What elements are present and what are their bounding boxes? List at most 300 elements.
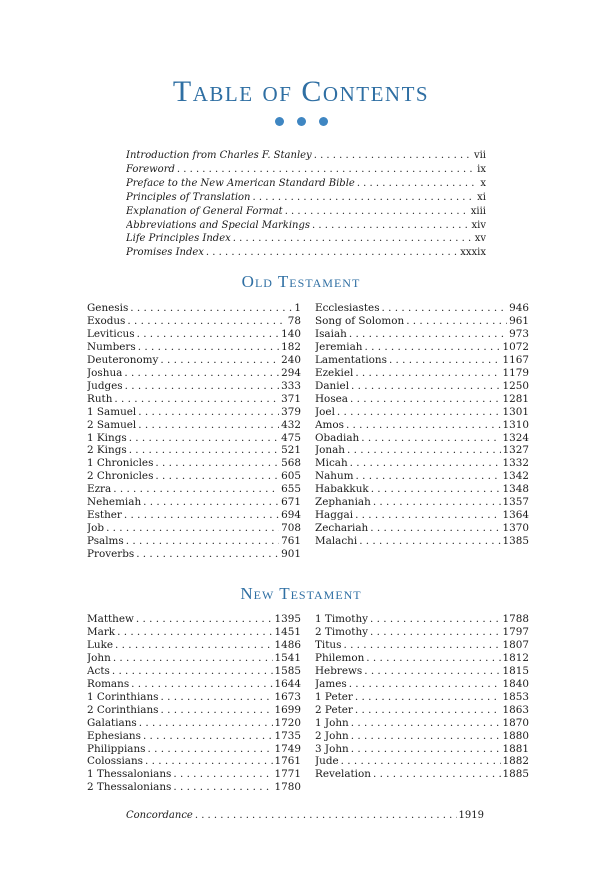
toc-entry-page: 1332 bbox=[502, 457, 529, 470]
dot-leader bbox=[114, 393, 279, 406]
toc-entry[interactable] bbox=[87, 613, 301, 626]
toc-entry-title: Joshua bbox=[87, 366, 123, 379]
toc-entry-page: 655 bbox=[281, 483, 301, 496]
ornament-dots bbox=[0, 117, 602, 126]
toc-entry-page: 1281 bbox=[502, 392, 529, 405]
toc-entry-title: Titus bbox=[315, 638, 342, 651]
dot-leader bbox=[351, 730, 501, 743]
dot-leader bbox=[350, 457, 501, 470]
toc-entry[interactable] bbox=[87, 522, 301, 535]
toc-entry[interactable] bbox=[126, 232, 486, 246]
toc-entry-title: Isaiah bbox=[315, 327, 347, 340]
page-title: Table of Contents bbox=[172, 75, 430, 108]
toc-entry-title: 1 Peter bbox=[315, 690, 353, 703]
toc-entry[interactable] bbox=[315, 755, 529, 768]
toc-entry-title: 1 Kings bbox=[87, 431, 127, 444]
dot-leader bbox=[155, 457, 279, 470]
dot-leader bbox=[355, 367, 500, 380]
toc-entry-page: 1749 bbox=[274, 742, 301, 755]
toc-entry-title: Job bbox=[87, 522, 105, 535]
old-testament-heading: Old Testament bbox=[241, 272, 361, 291]
toc-entry[interactable] bbox=[126, 246, 486, 260]
toc-entry-page: 1882 bbox=[502, 755, 529, 768]
toc-entry-title: Ezekiel bbox=[315, 366, 354, 379]
toc-entry-page: 240 bbox=[281, 353, 301, 366]
dot-leader bbox=[115, 639, 273, 652]
dot-leader bbox=[364, 665, 500, 678]
toc-entry[interactable] bbox=[87, 781, 301, 794]
dot-leader bbox=[206, 246, 458, 260]
toc-entry-title: 1 Thessalonians bbox=[87, 768, 172, 781]
dot-leader bbox=[346, 419, 501, 432]
dot-leader bbox=[406, 315, 507, 328]
toc-entry[interactable] bbox=[315, 768, 529, 781]
toc-entry-title: 2 Timothy bbox=[315, 625, 369, 638]
dot-leader bbox=[370, 613, 501, 626]
toc-entry-title: Revelation bbox=[315, 768, 371, 781]
toc-entry[interactable] bbox=[315, 328, 529, 341]
toc-entry[interactable] bbox=[315, 717, 529, 730]
dot-leader bbox=[143, 496, 279, 509]
toc-entry-title: Ephesians bbox=[87, 729, 141, 742]
toc-entry[interactable] bbox=[87, 717, 301, 730]
toc-entry[interactable] bbox=[315, 730, 529, 743]
toc-entry-page: 605 bbox=[281, 470, 301, 483]
toc-entry-title: Jude bbox=[315, 755, 339, 768]
toc-entry-page: 568 bbox=[281, 457, 301, 470]
toc-entry-title: Ecclesiastes bbox=[315, 302, 380, 314]
dot-icon bbox=[319, 117, 328, 126]
toc-entry-title: Foreword bbox=[126, 163, 175, 175]
toc-entry-page: xxxix bbox=[460, 247, 486, 259]
toc-entry[interactable] bbox=[315, 393, 529, 406]
toc-entry[interactable] bbox=[126, 177, 486, 191]
toc-entry-page: 1885 bbox=[502, 768, 529, 781]
toc-entry[interactable] bbox=[87, 665, 301, 678]
toc-entry-page: 1870 bbox=[502, 716, 529, 729]
toc-entry[interactable] bbox=[315, 380, 529, 393]
toc-entry-title: Luke bbox=[87, 638, 114, 651]
dot-leader bbox=[382, 302, 508, 315]
toc-entry-title: Zephaniah bbox=[315, 496, 371, 509]
ot-right-column bbox=[315, 302, 529, 548]
toc-entry[interactable] bbox=[126, 163, 486, 177]
toc-entry[interactable] bbox=[87, 496, 301, 509]
toc-entry-title: Joel bbox=[315, 405, 335, 418]
toc-entry-title: Matthew bbox=[87, 613, 134, 625]
dot-leader bbox=[312, 219, 469, 233]
toc-entry[interactable] bbox=[126, 149, 486, 163]
toc-entry-title: Genesis bbox=[87, 302, 129, 314]
toc-entry-page: 1364 bbox=[502, 509, 529, 522]
dot-leader bbox=[129, 432, 279, 445]
toc-entry[interactable] bbox=[315, 341, 529, 354]
toc-entry[interactable] bbox=[87, 406, 301, 419]
toc-entry-page: xiv bbox=[471, 219, 486, 231]
dot-leader bbox=[350, 393, 501, 406]
toc-entry-page: 294 bbox=[281, 366, 301, 379]
dot-leader bbox=[177, 163, 475, 177]
toc-entry-page: 1720 bbox=[274, 716, 301, 729]
toc-entry-title: 1 Samuel bbox=[87, 405, 137, 418]
toc-entry[interactable] bbox=[315, 743, 529, 756]
toc-entry-title: Introduction from Charles F. Stanley bbox=[126, 150, 312, 161]
toc-entry-title: Micah bbox=[315, 457, 348, 470]
toc-entry[interactable] bbox=[87, 509, 301, 522]
toc-entry-page: 1863 bbox=[502, 703, 529, 716]
dot-leader bbox=[349, 678, 501, 691]
nt-left-column bbox=[87, 613, 301, 794]
toc-entry-page: 1250 bbox=[502, 379, 529, 392]
toc-entry-title: Habakkuk bbox=[315, 483, 369, 496]
toc-entry-page: 1541 bbox=[274, 651, 301, 664]
toc-entry-page: 1385 bbox=[502, 535, 529, 548]
toc-entry[interactable] bbox=[315, 483, 529, 496]
toc-entry[interactable] bbox=[315, 315, 529, 328]
dot-icon bbox=[275, 117, 284, 126]
toc-entry-page: 1072 bbox=[502, 340, 529, 353]
dot-leader bbox=[112, 665, 273, 678]
dot-leader bbox=[136, 548, 279, 561]
toc-entry-title: 2 John bbox=[315, 729, 349, 742]
dot-icon bbox=[297, 117, 306, 126]
dot-leader bbox=[143, 730, 273, 743]
toc-entry[interactable] bbox=[315, 302, 529, 315]
dot-leader bbox=[370, 522, 500, 535]
dot-leader bbox=[113, 483, 279, 496]
toc-entry-page: 1585 bbox=[274, 664, 301, 677]
concordance-entry[interactable] bbox=[126, 809, 484, 823]
toc-entry-title: Galatians bbox=[87, 716, 137, 729]
toc-entry[interactable] bbox=[315, 406, 529, 419]
toc-entry-page: 1853 bbox=[502, 690, 529, 703]
toc-entry-title: Psalms bbox=[87, 535, 124, 548]
toc-entry-page: 1395 bbox=[274, 613, 301, 625]
dot-leader bbox=[359, 535, 500, 548]
toc-entry-page: 1735 bbox=[274, 729, 301, 742]
dot-leader bbox=[373, 768, 501, 781]
dot-leader bbox=[373, 496, 501, 509]
dot-leader bbox=[130, 302, 292, 315]
toc-entry[interactable] bbox=[315, 691, 529, 704]
dot-leader bbox=[124, 367, 279, 380]
toc-entry-title: Jonah bbox=[315, 444, 345, 457]
toc-entry[interactable] bbox=[87, 470, 301, 483]
toc-entry-title: Colossians bbox=[87, 755, 143, 768]
dot-leader bbox=[351, 380, 501, 393]
toc-entry[interactable] bbox=[315, 626, 529, 639]
toc-entry-title: John bbox=[87, 651, 111, 664]
toc-entry-page: 1324 bbox=[502, 431, 529, 444]
toc-entry-page: 1179 bbox=[502, 366, 529, 379]
toc-entry-page: 1807 bbox=[502, 638, 529, 651]
dot-leader bbox=[161, 691, 273, 704]
dot-leader bbox=[343, 639, 500, 652]
dot-leader bbox=[355, 509, 500, 522]
toc-entry-page: 1699 bbox=[274, 703, 301, 716]
dot-leader bbox=[349, 328, 507, 341]
toc-entry[interactable] bbox=[87, 457, 301, 470]
nt-right-column bbox=[315, 613, 529, 781]
toc-entry-page: 1815 bbox=[502, 664, 529, 677]
dot-leader bbox=[357, 177, 479, 191]
toc-entry-page: 333 bbox=[281, 379, 301, 392]
toc-entry[interactable] bbox=[87, 354, 301, 367]
toc-entry[interactable] bbox=[126, 219, 486, 233]
toc-entry[interactable] bbox=[87, 419, 301, 432]
toc-entry-title: Lamentations bbox=[315, 353, 387, 366]
toc-entry[interactable] bbox=[87, 315, 301, 328]
toc-entry[interactable] bbox=[87, 393, 301, 406]
toc-entry-page: 1 bbox=[294, 302, 301, 314]
dot-leader bbox=[351, 717, 501, 730]
toc-entry[interactable] bbox=[87, 755, 301, 768]
toc-entry-page: 1310 bbox=[502, 418, 529, 431]
dot-leader bbox=[337, 406, 501, 419]
dot-leader bbox=[389, 354, 501, 367]
toc-entry-page: 1880 bbox=[502, 729, 529, 742]
toc-entry-title: Life Principles Index bbox=[126, 233, 231, 245]
toc-entry-page: 1919 bbox=[458, 810, 484, 821]
toc-entry[interactable] bbox=[126, 205, 486, 219]
toc-entry-title: 2 Kings bbox=[87, 444, 127, 457]
toc-entry-page: 1644 bbox=[274, 677, 301, 690]
toc-entry-title: Abbreviations and Special Markings bbox=[126, 219, 311, 231]
toc-entry[interactable] bbox=[87, 328, 301, 341]
toc-entry[interactable] bbox=[315, 678, 529, 691]
toc-entry-title: Explanation of General Format bbox=[126, 205, 283, 217]
dot-leader bbox=[113, 652, 273, 665]
dot-leader bbox=[195, 809, 457, 823]
toc-entry[interactable] bbox=[315, 444, 529, 457]
toc-entry-title: 2 Samuel bbox=[87, 418, 137, 431]
toc-entry-page: 182 bbox=[281, 340, 301, 353]
toc-entry[interactable] bbox=[87, 367, 301, 380]
toc-entry[interactable] bbox=[87, 678, 301, 691]
toc-entry-page: 371 bbox=[281, 392, 301, 405]
toc-entry-page: 1342 bbox=[502, 470, 529, 483]
dot-leader bbox=[233, 232, 473, 246]
toc-entry-page: 761 bbox=[281, 535, 301, 548]
toc-entry[interactable] bbox=[87, 704, 301, 717]
dot-leader bbox=[127, 315, 285, 328]
toc-entry[interactable] bbox=[315, 613, 529, 626]
toc-entry-title: Hosea bbox=[315, 392, 348, 405]
toc-entry-page: 1451 bbox=[274, 625, 301, 638]
toc-entry-title: Malachi bbox=[315, 535, 358, 548]
toc-entry-page: 1812 bbox=[502, 651, 529, 664]
dot-leader bbox=[365, 341, 501, 354]
toc-entry-page: 946 bbox=[509, 302, 529, 314]
toc-entry-title: Daniel bbox=[315, 379, 350, 392]
toc-entry-title: 2 Thessalonians bbox=[87, 781, 172, 794]
toc-entry-title: Judges bbox=[87, 379, 123, 392]
toc-entry-page: 1301 bbox=[502, 405, 529, 418]
toc-entry-page: 1797 bbox=[502, 625, 529, 638]
dot-leader bbox=[129, 444, 279, 457]
toc-entry-title: Obadiah bbox=[315, 431, 360, 444]
toc-entry-title: 2 Corinthians bbox=[87, 703, 159, 716]
toc-entry[interactable] bbox=[315, 419, 529, 432]
toc-entry-title: Nahum bbox=[315, 470, 354, 483]
toc-entry-page: 1370 bbox=[502, 522, 529, 535]
toc-entry[interactable] bbox=[315, 496, 529, 509]
toc-entry-title: Amos bbox=[315, 418, 344, 431]
dot-leader bbox=[355, 691, 501, 704]
dot-leader bbox=[356, 470, 501, 483]
dot-leader bbox=[138, 406, 279, 419]
dot-leader bbox=[160, 354, 279, 367]
toc-entry-title: 2 Peter bbox=[315, 703, 353, 716]
toc-entry-title: Proverbs bbox=[87, 548, 135, 561]
ot-left-column bbox=[87, 302, 301, 561]
toc-entry-page: 973 bbox=[509, 327, 529, 340]
dot-leader bbox=[370, 626, 501, 639]
dot-leader bbox=[285, 205, 469, 219]
toc-entry[interactable] bbox=[315, 652, 529, 665]
dot-leader bbox=[161, 704, 273, 717]
toc-entry-page: 1357 bbox=[502, 496, 529, 509]
dot-leader bbox=[138, 419, 279, 432]
toc-entry-title: Principles of Translation bbox=[126, 191, 251, 203]
toc-entry-page: 432 bbox=[281, 418, 301, 431]
toc-entry[interactable] bbox=[315, 535, 529, 548]
toc-entry-page: ix bbox=[477, 163, 486, 175]
toc-entry[interactable] bbox=[315, 665, 529, 678]
toc-entry[interactable] bbox=[315, 432, 529, 445]
toc-entry-title: 1 Timothy bbox=[315, 613, 369, 625]
toc-entry-page: xv bbox=[474, 233, 486, 245]
dot-leader bbox=[117, 626, 272, 639]
dot-leader bbox=[173, 781, 272, 794]
toc-entry[interactable] bbox=[315, 354, 529, 367]
toc-entry-page: 475 bbox=[281, 431, 301, 444]
dot-leader bbox=[139, 717, 273, 730]
toc-entry[interactable] bbox=[315, 509, 529, 522]
dot-leader bbox=[371, 483, 501, 496]
toc-entry[interactable] bbox=[87, 639, 301, 652]
toc-entry-page: 1486 bbox=[274, 638, 301, 651]
toc-entry-page: 694 bbox=[281, 509, 301, 522]
toc-entry-page: 1167 bbox=[502, 353, 529, 366]
dot-leader bbox=[137, 328, 280, 341]
toc-entry-title: Zechariah bbox=[315, 522, 369, 535]
dot-leader bbox=[155, 470, 279, 483]
toc-entry-page: 1348 bbox=[502, 483, 529, 496]
toc-entry-title: 1 Chronicles bbox=[87, 457, 154, 470]
toc-entry[interactable] bbox=[87, 302, 301, 315]
toc-entry-title: Philippians bbox=[87, 742, 146, 755]
toc-entry-page: xiii bbox=[470, 205, 486, 217]
toc-entry-title: Ruth bbox=[87, 392, 113, 405]
toc-entry-page: 140 bbox=[281, 327, 301, 340]
toc-entry[interactable] bbox=[87, 743, 301, 756]
toc-entry-page: 1327 bbox=[502, 444, 529, 457]
toc-entry-page: 1673 bbox=[274, 690, 301, 703]
toc-entry-page: 1881 bbox=[502, 742, 529, 755]
toc-entry-page: 1780 bbox=[274, 781, 301, 794]
toc-entry-title: Ezra bbox=[87, 483, 112, 496]
toc-entry-title: Numbers bbox=[87, 340, 136, 353]
toc-entry[interactable] bbox=[87, 444, 301, 457]
toc-entry[interactable] bbox=[87, 535, 301, 548]
toc-entry[interactable] bbox=[87, 768, 301, 781]
dot-leader bbox=[106, 522, 279, 535]
toc-entry-title: Nehemiah bbox=[87, 496, 142, 509]
toc-entry-title: Jeremiah bbox=[315, 340, 363, 353]
toc-entry-title: 3 John bbox=[315, 742, 349, 755]
front-matter-list bbox=[126, 149, 486, 260]
toc-entry-page: x bbox=[480, 177, 486, 189]
toc-entry[interactable] bbox=[315, 704, 529, 717]
toc-entry[interactable] bbox=[315, 367, 529, 380]
toc-entry-title: Romans bbox=[87, 677, 130, 690]
toc-entry[interactable] bbox=[87, 548, 301, 561]
toc-entry-title: Promises Index bbox=[126, 247, 204, 259]
toc-entry-title: Haggai bbox=[315, 509, 354, 522]
toc-entry[interactable] bbox=[126, 191, 486, 205]
toc-entry-title: Preface to the New American Standard Bible bbox=[126, 177, 355, 189]
dot-leader bbox=[314, 149, 472, 163]
toc-entry[interactable] bbox=[87, 691, 301, 704]
dot-leader bbox=[173, 768, 272, 781]
toc-entry[interactable] bbox=[315, 522, 529, 535]
toc-entry-title: James bbox=[315, 677, 347, 690]
toc-entry-page: xi bbox=[477, 191, 486, 203]
dot-leader bbox=[341, 755, 501, 768]
toc-entry-page: 1771 bbox=[274, 768, 301, 781]
toc-entry-title: Leviticus bbox=[87, 327, 135, 340]
dot-leader bbox=[138, 341, 279, 354]
dot-leader bbox=[366, 652, 500, 665]
toc-entry-title: Deuteronomy bbox=[87, 353, 159, 366]
toc-entry-title: Song of Solomon bbox=[315, 314, 405, 327]
toc-entry[interactable] bbox=[87, 483, 301, 496]
dot-leader bbox=[126, 535, 279, 548]
dot-leader bbox=[355, 704, 501, 717]
toc-entry-page: 1761 bbox=[274, 755, 301, 768]
toc-entry-page: 379 bbox=[281, 405, 301, 418]
dot-leader bbox=[253, 191, 476, 205]
toc-entry[interactable] bbox=[87, 341, 301, 354]
toc-entry[interactable] bbox=[315, 457, 529, 470]
toc-entry-title: Hebrews bbox=[315, 664, 363, 677]
toc-entry-title: Concordance bbox=[126, 810, 193, 821]
toc-entry-title: 1 John bbox=[315, 716, 349, 729]
toc-entry-title: 2 Chronicles bbox=[87, 470, 154, 483]
toc-entry[interactable] bbox=[87, 626, 301, 639]
toc-entry[interactable] bbox=[315, 470, 529, 483]
toc-entry[interactable] bbox=[87, 380, 301, 393]
toc-entry-title: Esther bbox=[87, 509, 122, 522]
toc-entry-title: Philemon bbox=[315, 651, 365, 664]
toc-entry-page: 671 bbox=[281, 496, 301, 509]
toc-entry-page: 1788 bbox=[502, 613, 529, 625]
new-testament-heading: New Testament bbox=[240, 584, 362, 603]
toc-entry-title: 1 Corinthians bbox=[87, 690, 159, 703]
dot-leader bbox=[351, 743, 501, 756]
toc-entry-page: 78 bbox=[287, 314, 301, 327]
dot-leader bbox=[361, 432, 500, 445]
dot-leader bbox=[125, 380, 280, 393]
toc-entry-title: Exodus bbox=[87, 314, 126, 327]
toc-entry[interactable] bbox=[87, 730, 301, 743]
toc-entry-page: 961 bbox=[509, 314, 529, 327]
dot-leader bbox=[347, 444, 501, 457]
toc-entry[interactable] bbox=[87, 432, 301, 445]
toc-entry[interactable] bbox=[87, 652, 301, 665]
toc-entry[interactable] bbox=[315, 639, 529, 652]
